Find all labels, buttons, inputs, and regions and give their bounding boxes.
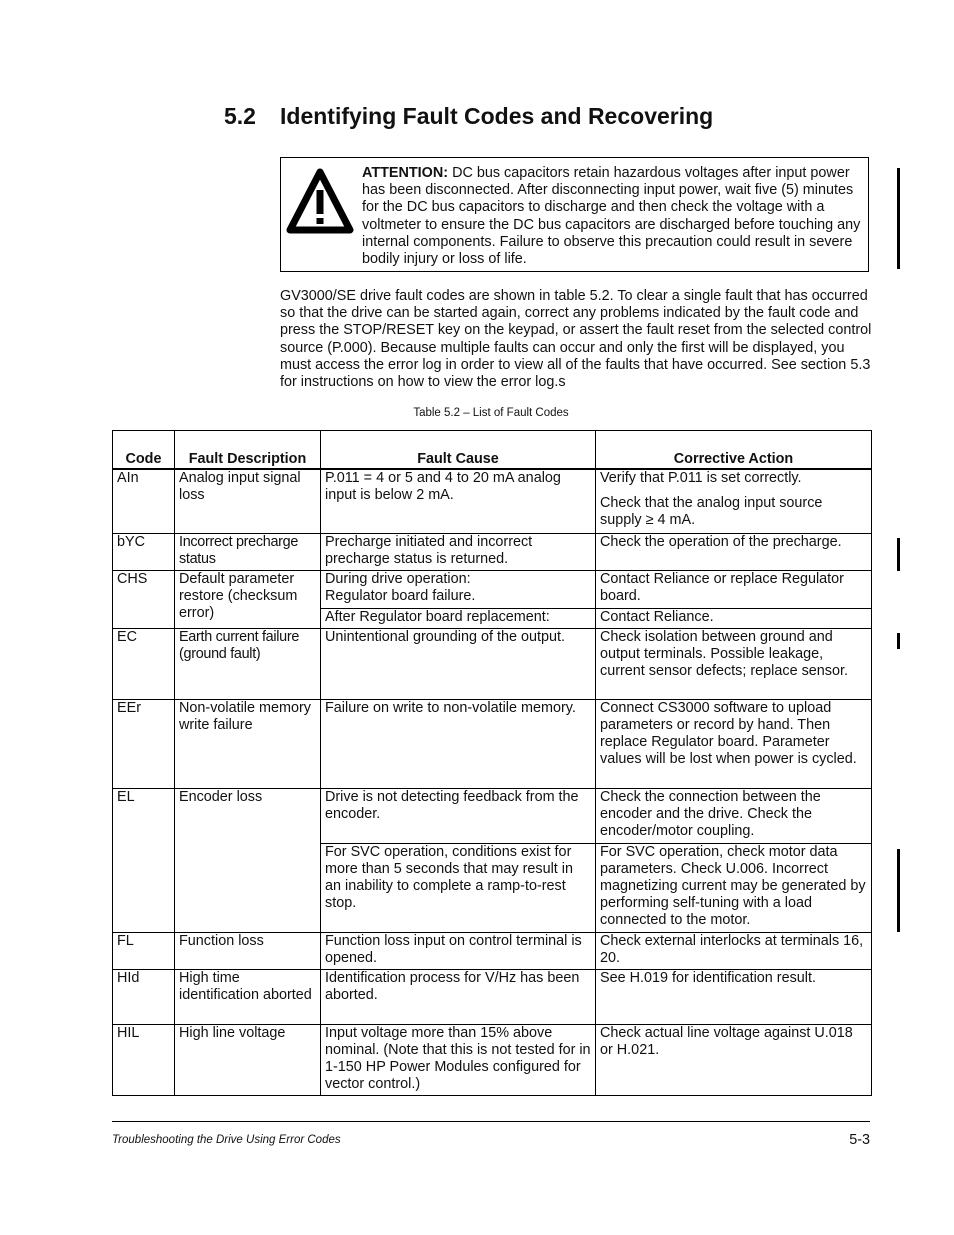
cell-action: Contact Reliance or replace Regulator board. [596,570,872,608]
action-line: Check that the analog input source supply ≥ 4 mA. [600,495,823,529]
cell-cause: Unintentional grounding of the output. [321,628,596,699]
cell-code: FL [113,932,175,969]
section-heading [224,103,713,130]
change-bar [897,538,900,571]
cell-action: Connect CS3000 software to upload parameters or record by hand. Then replace Regulator board. Parameter values will be lost when power is cycled. [596,699,872,788]
fault-codes-table [112,430,872,1096]
cell-description: Analog input signal loss [175,469,321,533]
cell-action: Check external interlocks at terminals 16, 20. [596,932,872,969]
attention-body: DC bus capacitors retain hazardous voltages after input power has been disconnected. After disconnecting input power, wait five (5) minutes for the DC bus capacitors to discharge and then check the voltage with a voltmeter to ensure the DC bus capacitors are discharged before touching any internal components. Failure to observe this precaution could result in severe bodily injury or loss of life. [362,165,861,268]
cell-description: Non-volatile memory write failure [175,699,321,788]
cell-cause: Function loss input on control terminal is opened. [321,932,596,969]
cell-code: EEr [113,699,175,788]
table-row [113,788,872,843]
table-row [113,469,872,533]
action-line: Verify that P.011 is set correctly. [600,470,802,486]
cell-code: AIn [113,469,175,533]
header-action: Corrective Action [596,431,872,470]
section-title: Identifying Fault Codes and Recovering [280,103,714,129]
footer-chapter-title: Troubleshooting the Drive Using Error Codes [112,1134,341,1146]
cell-action: Check the connection between the encoder and the drive. Check the encoder/motor coupling. [596,788,872,843]
table-row [113,1024,872,1095]
footer-rule [112,1121,870,1122]
warning-triangle-icon [286,168,354,238]
attention-box [280,157,869,272]
cell-cause: Drive is not detecting feedback from the encoder. [321,788,596,843]
cell-action: Check isolation between ground and output terminals. Possible leakage, current sensor defects; replace sensor. [596,628,872,699]
section-number: 5.2 [224,103,256,129]
intro-paragraph: GV3000/SE drive fault codes are shown in table 5.2. To clear a single fault that has occurred so that the drive can be started again, correct any problems indicated by the fault code and press the STOP/RESET key on the keypad, or assert the fault reset from the selected control source (P.000). Because multiple faults can occur and only the first will be displayed, you must access the error log in order to view all of the faults that have occurred. See section 5.3 for instructions on how to view the error log.s [280,288,872,391]
cell-action: For SVC operation, check motor data parameters. Check U.006. Incorrect magnetizing current may be generated by performing self-tuning with a load connected to the motor. [596,843,872,932]
table-row [113,570,872,608]
cell-action: See H.019 for identification result. [596,969,872,1024]
table-row [113,932,872,969]
cell-cause: Input voltage more than 15% above nominal. (Note that this is not tested for in 1-150 HP Power Modules configured for vector control.) [321,1024,596,1095]
cell-code: HIL [113,1024,175,1095]
cell-action: Check actual line voltage against U.018 or H.021. [596,1024,872,1095]
cell-cause: Identification process for V/Hz has been aborted. [321,969,596,1024]
page-number: 5-3 [849,1132,870,1148]
cell-description: Function loss [175,932,321,969]
cell-action [596,469,872,533]
cell-cause: Precharge initiated and incorrect precharge status is returned. [321,533,596,570]
cell-code: EC [113,628,175,699]
change-bar [897,633,900,649]
table-caption: Table 5.2 – List of Fault Codes [413,407,569,419]
table-row [113,969,872,1024]
cell-description: Encoder loss [175,788,321,932]
cell-action: Check the operation of the precharge. [596,533,872,570]
table-row [113,628,872,699]
cell-cause: During drive operation: Regulator board failure. [321,570,596,608]
cell-code: EL [113,788,175,932]
cell-description: High line voltage [175,1024,321,1095]
cell-code: HId [113,969,175,1024]
table-row [113,533,872,570]
cell-code: bYC [113,533,175,570]
cell-cause: Failure on write to non-volatile memory. [321,699,596,788]
cell-action: Contact Reliance. [596,608,872,628]
cell-cause: P.011 = 4 or 5 and 4 to 20 mA analog input is below 2 mA. [321,469,596,533]
cell-description: Incorrect precharge status [175,533,321,570]
attention-label: ATTENTION: [362,165,449,181]
cell-description: Default parameter restore (checksum error) [175,570,321,628]
change-bar [897,849,900,932]
attention-text [362,165,862,268]
cell-cause: After Regulator board replacement: [321,608,596,628]
cell-code: CHS [113,570,175,628]
change-bar [897,168,900,269]
cell-description: Earth current failure (ground fault) [175,628,321,699]
cell-cause: For SVC operation, conditions exist for more than 5 seconds that may result in an inability to complete a ramp-to-rest stop. [321,843,596,932]
cell-description: High time identification aborted [175,969,321,1024]
header-code: Code [113,431,175,470]
header-description: Fault Description [175,431,321,470]
table-header-row [113,431,872,470]
header-cause: Fault Cause [321,431,596,470]
table-row [113,699,872,788]
